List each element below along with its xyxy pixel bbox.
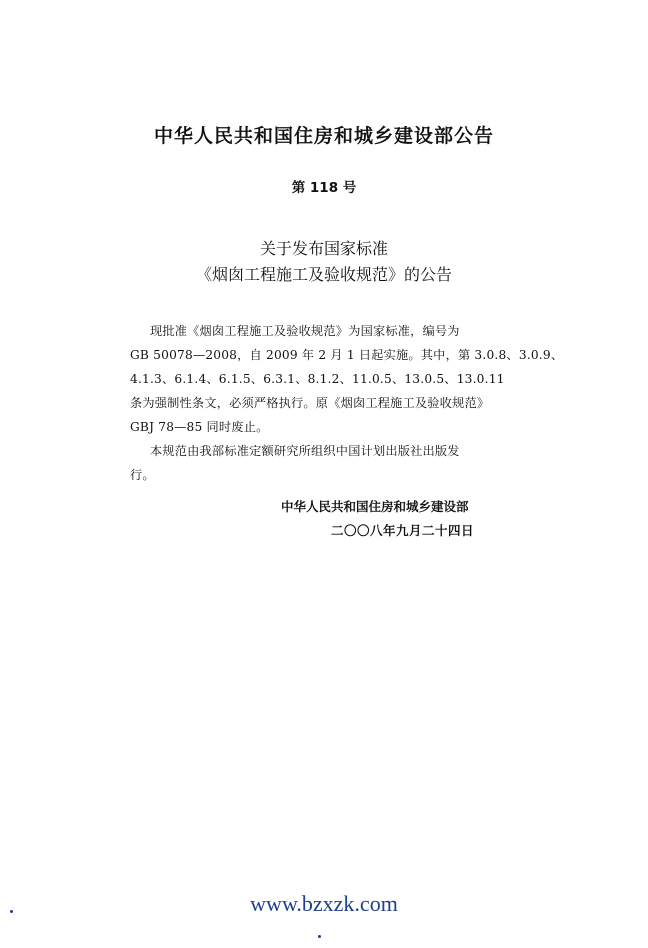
body-line: 条为强制性条文，必须严格执行。原《烟囱工程施工及验收规范》 xyxy=(130,396,490,410)
body-line: 本规范由我部标准定额研究所组织中国计划出版社出版发 xyxy=(150,444,460,458)
document-title: 中华人民共和国住房和城乡建设部公告 xyxy=(153,125,494,147)
body-line: GB 50078—2008，自 2009 年 2 月 1 日起实施。其中，第 3.0.8、3.0.9、 xyxy=(130,348,564,362)
signature-organization: 中华人民共和国住房和城乡建设部 xyxy=(281,499,469,514)
body-line: 行。 xyxy=(130,468,155,482)
subtitle-line-2: 《烟囱工程施工及验收规范》的公告 xyxy=(195,265,452,284)
decorative-dot xyxy=(10,910,13,913)
subtitle-line-1: 关于发布国家标准 xyxy=(259,239,388,258)
body-line: 4.1.3、6.1.4、6.1.5、6.3.1、8.1.2、11.0.5、13.0.5、13.0.11 xyxy=(130,372,505,386)
body-line: 现批准《烟囱工程施工及验收规范》为国家标准，编号为 xyxy=(150,324,460,338)
decorative-dot xyxy=(318,935,321,938)
signature-date: 二〇〇八年九月二十四日 xyxy=(331,523,475,538)
body-line: GBJ 78—85 同时废止。 xyxy=(130,420,269,434)
watermark-url: www.bzxzk.com xyxy=(250,891,398,916)
announcement-number: 第 118 号 xyxy=(291,180,357,196)
